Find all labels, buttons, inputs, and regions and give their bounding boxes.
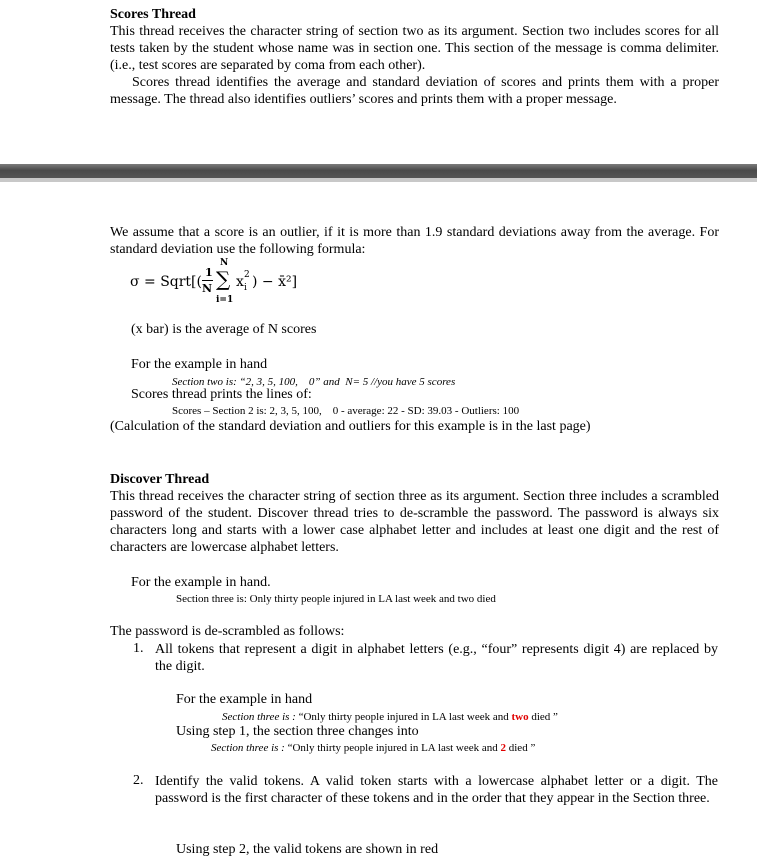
outlier-example-line-2: Scores thread prints the lines of: [131,387,312,402]
formula-sum-bottom: i=1 [216,295,234,305]
step-1-ex2-label: Section three is : [211,742,285,754]
page-divider-shadow [0,178,757,182]
discover-example-line: Section three is: Only thirty people injured in LA last week and two died [176,593,496,605]
calc-note: (Calculation of the standard deviation and outliers for this example is in the last page) [110,419,591,434]
formula-lhs: σ = Sqrt[( [130,274,202,290]
step-1-using: Using step 1, the section three changes into [176,724,419,739]
discover-section [110,471,719,556]
xbar-note: (x bar) is the average of N scores [131,322,317,337]
scores-para-2: Scores thread identifies the average and standard deviation of scores and prints them with a proper message. The thread also identifies outliers’ scores and prints them with a proper message. [110,75,719,107]
outlier-example-line-1: Section two is: “2, 3, 5, 100, 0” and N= 5 //you have 5 scores [172,376,456,388]
formula-sum-top: N [220,258,229,268]
step-1-ex1-pre: “Only thirty people injured in LA last week and [295,711,512,723]
step-1-ex2-pre: “Only thirty people injured in LA last week and [284,742,501,754]
step-2-text: Identify the valid tokens. A valid token starts with a lowercase alphabet letter or a digit. The password is the first character of these tokens and in the order that they appear in the Section three. [155,774,718,806]
descramble-intro: The password is de-scrambled as follows: [110,624,345,639]
step-2-number: 2. [133,773,144,788]
page-divider [0,164,757,178]
step-2-using: Using step 2, the valid tokens are shown in red [176,842,439,857]
formula-sum-symbol: ∑ [216,267,231,291]
step-1-ex2-red-token: 2 [500,742,506,754]
outlier-example-line-3: Scores – Section 2 is: 2, 3, 5, 100, 0 - average: 22 - SD: 39.03 - Outliers: 100 [172,405,520,417]
std-dev-formula [130,258,330,308]
formula-term: x [236,274,244,290]
outlier-example-title: For the example in hand [131,357,268,372]
outlier-para: We assume that a score is an outlier, if it is more than 1.9 standard deviations away from the average. For standard deviation use the following formula: [110,225,719,257]
step-1-ex2-post: died ” [506,742,536,754]
step-1-text: All tokens that represent a digit in alphabet letters (e.g., “four” represents digit 4) are replaced by the digit. [155,642,718,674]
formula-rhs: ) − x̄²] [252,274,298,290]
step-1-example-line-1 [222,710,558,724]
step-1-example-title: For the example in hand [176,692,313,707]
scores-heading: Scores Thread [110,7,196,22]
formula-term-sub: i [244,283,247,293]
step-1-ex1-red-token: two [511,711,529,723]
formula-frac-den: N [202,282,213,295]
formula-frac-bar [202,280,213,281]
discover-para: This thread receives the character string of section three as its argument. Section three includes a scrambled password of the student. Discover thread tries to de-scramble the password. The password is always six characters long and starts with a lower case alphabet letter and includes at least one digit and the rest of characters are lowercase alphabet letters. [110,489,719,555]
scores-para-1: This thread receives the character string of section two as its argument. Section two includes scores for all tests taken by the student whose name was in section one. This section of the message is comma delimiter. (i.e., test scores are separated by coma from each other). [110,24,719,73]
formula-frac-num: 1 [205,266,213,279]
step-1-example-line-2 [211,741,535,755]
discover-heading: Discover Thread [110,472,210,487]
scores-section [110,6,719,108]
step-1-ex1-post: died ” [528,711,558,723]
formula-term-sup: 2 [244,270,250,280]
discover-example-title: For the example in hand. [131,575,271,590]
step-1-ex1-label: Section three is : [222,711,296,723]
step-1-number: 1. [133,641,144,656]
